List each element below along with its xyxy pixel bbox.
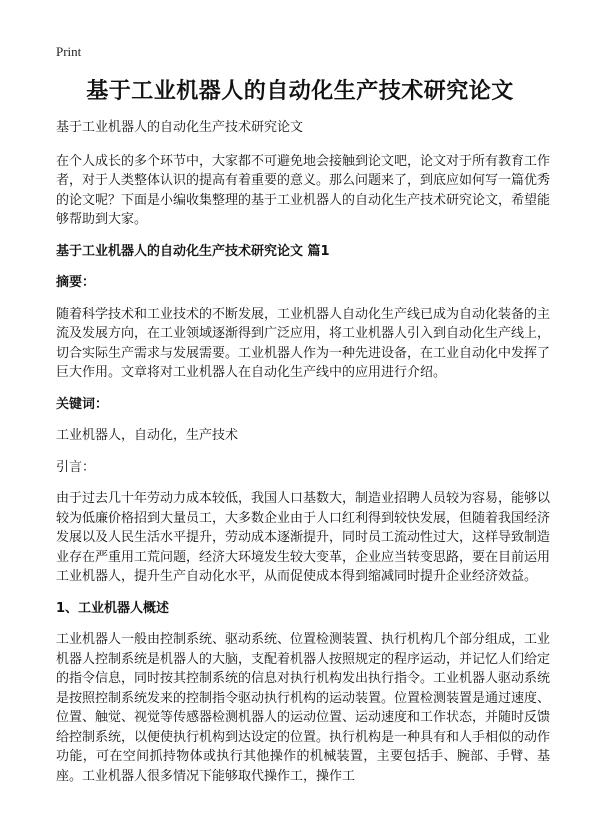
print-link[interactable]: Print [56, 44, 82, 59]
document-body [56, 118, 550, 798]
abstract-paragraph: 随着科学技术和工业技术的不断发展，工业机器人自动化生产线已成为自动化装备的主流及发展方向，在工业领域逐渐得到广泛应用，将工业机器人引入到自动化生产线上，切合实际生产需求与发展需要。工业机器人作为一种先进设备，在工业自动化中发挥了巨大作用。文章将对工业机器人在自动化生产线中的应用进行介绍。 [56, 306, 551, 380]
section1-paragraph: 工业机器人一般由控制系统、驱动系统、位置检测装置、执行机构几个部分组成，工业机器人控制系统是机器人的大脑，支配着机器人按照规定的程序运动，并记忆人们给定的指令信息，同时按其控制系统的信息对执行机构发出执行指令。工业机器人驱动系统是按照控制系统发来的控制指令驱动执行机构的运动装置。位置检测装置是通过速度、位置、触觉、视觉等传感器检测机器人的运动位置、运动速度和工作状态，并随时反馈给控制系统，以便使执行机构到达设定的位置。执行机构是一种具有和人手相似的动作功能，可在空间抓持物体或执行其他操作的机械装置，主要包括手、腕部、手臂、基座。工业机器人很多情况下能够取代操作工，操作工 [56, 632, 551, 784]
preface-paragraph: 由于过去几十年劳动力成本较低，我国人口基数大，制造业招聘人员较为容易，能够以较为低廉价格招到大量员工，大多数企业由于人口红利得到较快发展，但随着我国经济发展以及人民生活水平提升，劳动成本逐渐提升，同时员工流动性过大，这样导致制造业存在严重用工荒问题，经济大环境发生较大变革，企业应当转变思路，要在目前运用工业机器人，提升生产自动化水平，从而促使成本得到缩减同时提升企业经济效益。 [56, 491, 551, 584]
keywords-label: 关键词： [56, 396, 109, 412]
document-title: 基于工业机器人的自动化生产技术研究论文 [86, 79, 514, 104]
document-subtitle: 基于工业机器人的自动化生产技术研究论文 [56, 120, 304, 135]
preface-label: 引言： [56, 459, 96, 475]
keywords-paragraph: 工业机器人，自动化，生产技术 [56, 428, 239, 443]
section1-heading: 1、工业机器人概述 [56, 600, 170, 616]
intro-paragraph: 在个人成长的多个环节中，大家都不可避免地会接触到论文吧，论文对于所有教育工作者，对于人类整体认识的提高有着重要的意义。那么问题来了，到底应如何写一篇优秀的论文呢？下面是小编收集整理的基于工业机器人的自动化生产技术研究论文，希望能够帮助到大家。 [56, 153, 551, 227]
abstract-label: 摘要： [56, 275, 96, 290]
paper-heading: 基于工业机器人的自动化生产技术研究论文 篇1 [56, 243, 330, 259]
